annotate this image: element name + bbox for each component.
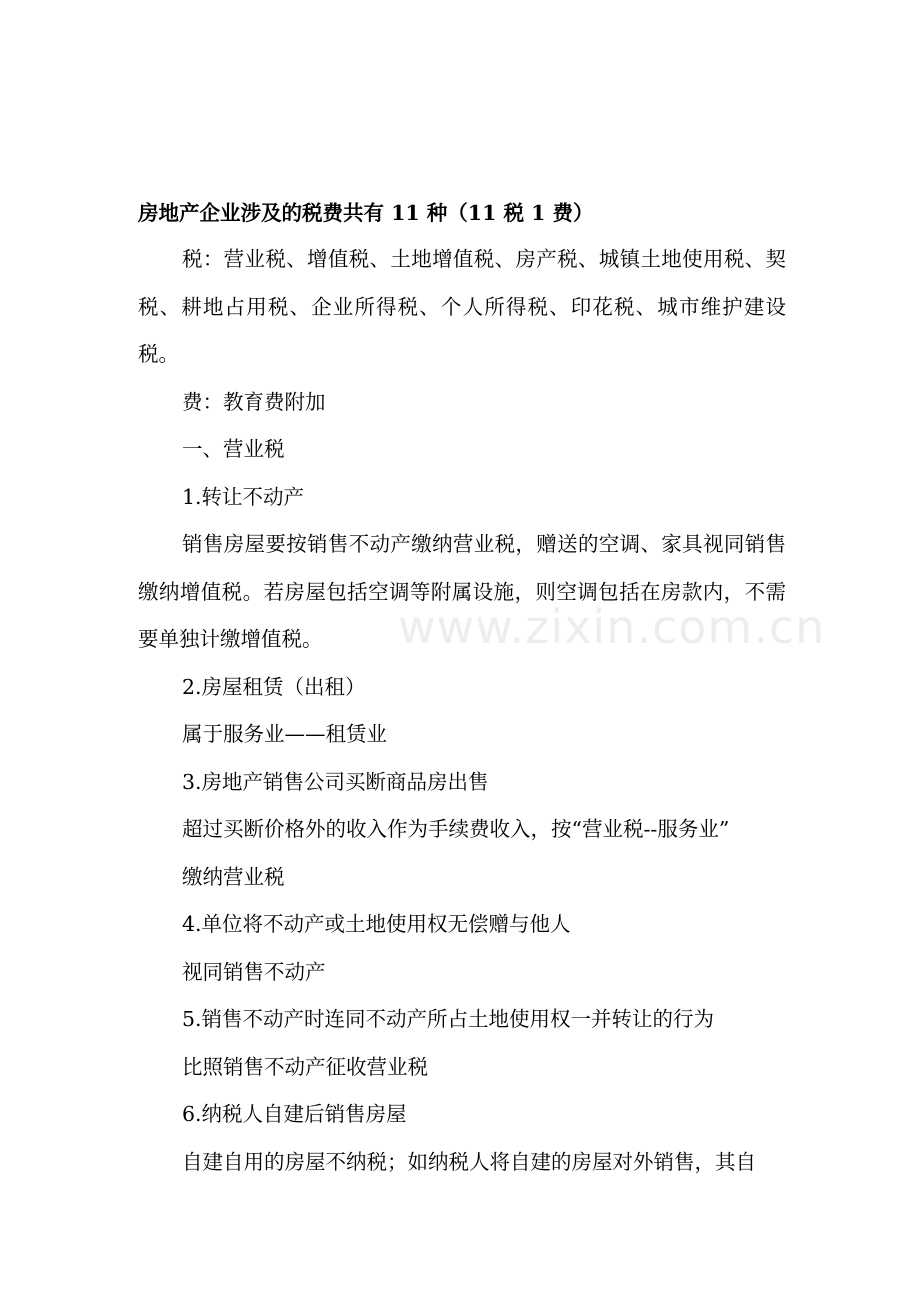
paragraph: 缴纳营业税 [182, 864, 285, 889]
paragraph: 销售房屋要按销售不动产缴纳营业税，赠送的空调、家具视同销售缴纳增值税。若房屋包括空调等附属设施，则空调包括在房款内，不需要单独计缴增值税。 [138, 532, 786, 651]
paragraph: 2.房屋租赁（出租） [182, 674, 366, 699]
paragraph: 超过买断价格外的收入作为手续费收入，按“营业税--服务业” [182, 817, 730, 841]
paragraph-list [138, 236, 786, 1186]
paragraph: 1.转让不动产 [182, 484, 305, 509]
paragraph: 税：营业税、增值税、土地增值税、房产税、城镇土地使用税、契税、耕地占用税、企业所得税、个人所得税、印花税、城市维护建设税。 [138, 247, 786, 366]
document-title: 房地产企业涉及的税费共有 11 种（11 税 1 费） [138, 201, 594, 225]
paragraph: 自建自用的房屋不纳税；如纳税人将自建的房屋对外销售，其自 [182, 1149, 756, 1174]
paragraph: 费：教育费附加 [182, 389, 326, 414]
paragraph: 5.销售不动产时连同不动产所占土地使用权一并转让的行为 [182, 1007, 715, 1031]
paragraph: 比照销售不动产征收营业税 [182, 1054, 428, 1079]
watermark: www.zixin.com.cn [398, 600, 826, 654]
paragraph: 4.单位将不动产或土地使用权无偿赠与他人 [182, 912, 571, 936]
paragraph: 一、营业税 [182, 437, 285, 461]
paragraph: 6.纳税人自建后销售房屋 [182, 1102, 407, 1126]
paragraph: 视同销售不动产 [182, 959, 326, 984]
paragraph: 属于服务业——租赁业 [182, 722, 387, 746]
paragraph: 3.房地产销售公司买断商品房出售 [182, 769, 489, 794]
document-body [138, 190, 786, 1186]
